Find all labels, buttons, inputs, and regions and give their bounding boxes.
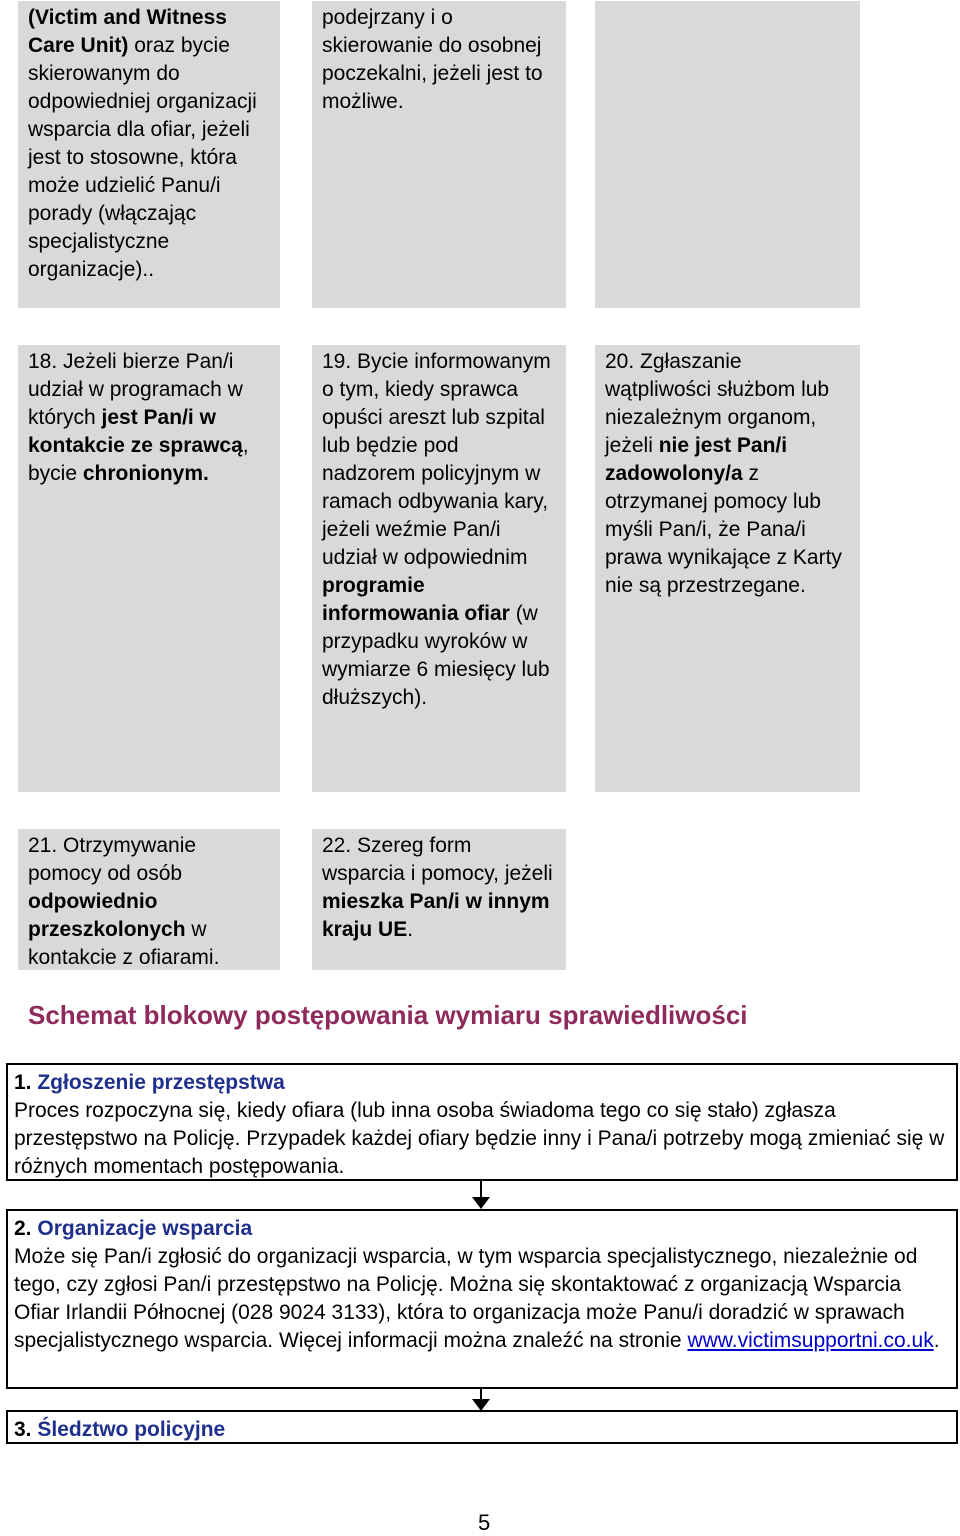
step-body: Proces rozpoczyna się, kiedy ofiara (lub inna osoba świadoma tego co się stało) zgłasza przestępstwo na Policję. Przypadek każdej ofiary będzie inny i Pana/i potrzeby mogą zmieniać się w różnych momentach postępowania. — [14, 1099, 945, 1178]
box-text: 21. Otrzymywanie pomocy od osób — [28, 834, 197, 885]
box-text: (w przypadku wyroków w wymiarze 6 miesięcy lub dłuższych). — [322, 602, 550, 709]
box-text: podejrzany i o skierowanie do osobnej poczekalni, jeżeli jest to możliwe. — [322, 6, 543, 113]
step-title — [14, 1416, 950, 1444]
flow-step-1 — [6, 1063, 958, 1181]
step-body — [14, 1243, 950, 1355]
step-body-tail: . — [933, 1329, 940, 1352]
flowchart-heading: Schemat blokowy postępowania wymiaru sprawiedliwości — [28, 1000, 748, 1030]
step-title — [14, 1215, 950, 1243]
step-title-label: Śledztwo policyjne — [37, 1418, 226, 1441]
step-number: 2. — [14, 1217, 38, 1240]
bold-text: nie jest Pan/i zadowolony/a — [605, 434, 788, 485]
flow-arrow-down-icon — [472, 1181, 490, 1210]
flow-arrow-down-icon — [472, 1389, 490, 1412]
step-title-label: Zgłoszenie przestępstwa — [37, 1071, 285, 1094]
bold-text: programie informowania ofiar — [322, 574, 510, 625]
right-box-continued — [312, 1, 566, 308]
step-title-label: Organizacje wsparcia — [37, 1217, 253, 1240]
box-text: . — [407, 918, 414, 941]
bold-text: (Victim and Witness Care Unit) — [28, 6, 227, 57]
victim-support-link[interactable]: www.victimsupportni.co.uk — [687, 1329, 934, 1352]
box-text: z otrzymanej pomocy lub myśli Pan/i, że Pana/i prawa wynikające z Karty nie są przestrzegane. — [605, 462, 842, 597]
right-box-18 — [18, 345, 280, 792]
box-text: 18. Jeżeli bierze Pan/i udział w programach w których — [28, 350, 243, 429]
right-box-20 — [595, 345, 860, 792]
box-text: , bycie — [28, 434, 249, 485]
bold-text: chronionym. — [82, 462, 209, 485]
step-number: 1. — [14, 1071, 38, 1094]
right-box-22 — [312, 829, 566, 970]
empty-box — [595, 1, 860, 308]
page-number: 5 — [478, 1510, 491, 1535]
box-text: 20. Zgłaszanie wątpliwości służbom lub niezależnym organom, jeżeli — [605, 350, 830, 457]
right-box-21 — [18, 829, 280, 970]
bold-text: jest Pan/i w kontakcie ze sprawcą — [28, 406, 243, 457]
box-text: oraz bycie skierowanym do odpowiedniej organizacji wsparcia dla ofiar, jeżeli jest to stosowne, która może udzielić Panu/i porady (włączając specjalistyczne organizacje).. — [28, 34, 257, 281]
box-text: w kontakcie z ofiarami. — [28, 918, 220, 969]
bold-text: odpowiednio przeszkolonych — [28, 890, 186, 941]
right-box-17-continued — [18, 1, 280, 308]
step-title — [14, 1069, 950, 1097]
bold-text: mieszka Pan/i w innym kraju UE — [322, 890, 550, 941]
right-box-19 — [312, 345, 566, 792]
box-text: 22. Szereg form wsparcia i pomocy, jeżeli — [322, 834, 553, 885]
flow-step-3 — [6, 1410, 958, 1444]
box-text: 19. Bycie informowanym o tym, kiedy sprawca opuści areszt lub szpital lub będzie pod nadzorem policyjnym w ramach odbywania kary, jeżeli weźmie Pan/i udział w odpowiednim — [322, 350, 551, 569]
step-number: 3. — [14, 1418, 38, 1441]
flow-step-2 — [6, 1209, 958, 1389]
step-body-text: Może się Pan/i zgłosić do organizacji wsparcia, w tym wsparcia specjalistycznego, niezależnie od tego, czy zgłosi Pan/i przestępstwo na Policję. Można się skontaktować z organizacją Wsparcia Ofiar Irlandii Północnej (028 9024 3133), która to organizacja może Panu/i doradzić w sprawach specjalistycznego wsparcia. Więcej informacji można znaleźć na stronie — [14, 1245, 918, 1352]
